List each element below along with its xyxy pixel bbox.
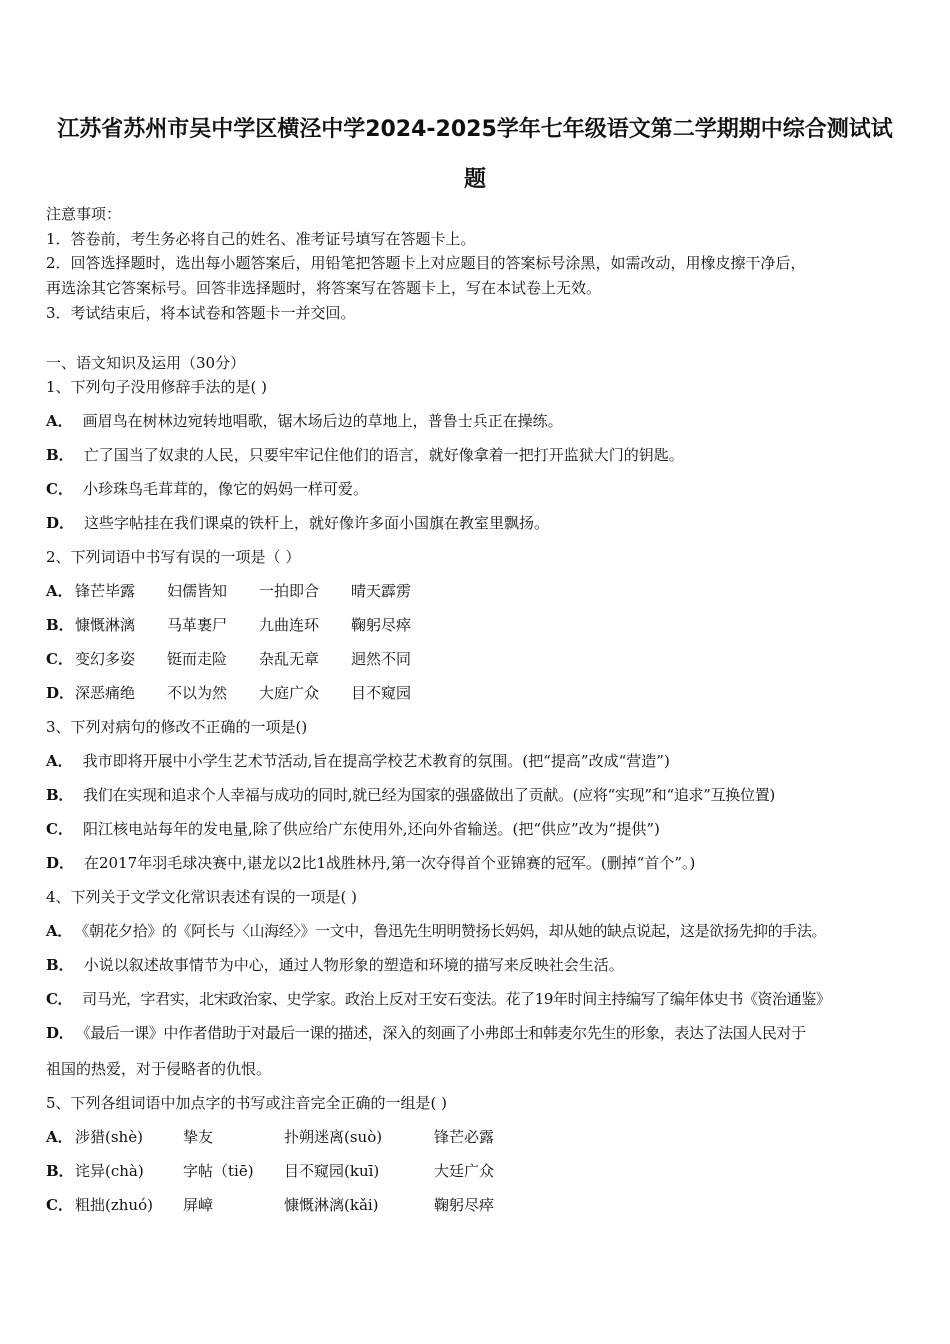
word: 目不窥园(kuī) [284,1162,380,1180]
word: 一拍即合 [259,582,320,600]
option-text: 阳江核电站每年的发电量,除了供应给广东使用外,还向外省输送。(把“供应”改为“提供”) [82,820,660,838]
q3-option-a [46,750,670,771]
q3-stem: 3、下列对病句的修改不正确的一项是() [46,718,308,736]
q1-option-a [46,410,563,431]
q1-option-d [46,512,549,533]
exam-title-line-2: 题 [463,167,486,192]
q1-stem: 1、下列句子没用修辞手法的是( ) [46,378,268,396]
q1-option-b [46,444,684,465]
word: 鞠躬尽瘁 [434,1196,495,1214]
word: 大廷广众 [434,1162,495,1180]
notice-item-2-cont: 再选涂其它答案标号。回答非选择题时，将答案写在答题卡上，写在本试卷上无效。 [46,279,602,297]
word: 慷慨淋漓 [75,616,136,634]
word: 锋芒必露 [434,1128,495,1146]
option-label: D． [46,854,75,872]
q3-option-d [46,852,695,873]
word: 粗拙(zhuó) [75,1196,153,1214]
option-label: B． [46,446,74,464]
option-label: B． [46,616,74,634]
word: 字帖（tiē) [183,1162,254,1180]
word: 九曲连环 [259,616,320,634]
word: 不以为然 [167,684,228,702]
option-label: C． [46,990,73,1008]
option-text: 我市即将开展中小学生艺术节活动,旨在提高学校艺术教育的氛围。(把“提高”改成“营造”) [82,752,670,770]
option-text: 画眉鸟在树林边宛转地唱歌，锯木场后边的草地上，普鲁士兵正在操练。 [82,412,563,430]
notice-heading: 注意事项： [46,205,122,223]
q4-option-c [46,988,830,1009]
option-label: B． [46,956,74,974]
option-label: D． [46,514,75,532]
notice-item-1: 1．答卷前，考生务必将自己的姓名、准考证号填写在答题卡上。 [46,230,476,248]
q4-option-d-cont: 祖国的热爱，对于侵略者的仇恨。 [46,1060,272,1078]
option-label: C． [46,480,73,498]
q3-option-c [46,818,660,839]
word: 诧异(chà) [75,1162,144,1180]
option-label: B． [46,786,74,804]
option-text: 司马光，字君实，北宋政治家、史学家。政治上反对王安石变法。花了19年时间主持编写了编年体史书《资治通鉴》 [82,990,831,1008]
notice-item-3: 3．考试结束后，将本试卷和答题卡一并交回。 [46,304,356,322]
option-text: 亡了国当了奴隶的人民，只要牢牢记住他们的语言，就好像拿着一把打开监狱大门的钥匙。 [83,446,684,464]
word: 挚友 [183,1128,214,1146]
word: 深恶痛绝 [75,684,136,702]
q4-option-b [46,954,624,975]
word: 大庭广众 [259,684,320,702]
word: 迥然不同 [351,650,412,668]
option-text: 小说以叙述故事情节为中心，通过人物形象的塑造和环境的描写来反映社会生活。 [83,956,624,974]
option-label: A． [46,1128,73,1146]
exam-title-line-1: 江苏省苏州市吴中学区横泾中学2024-2025学年七年级语文第二学期期中综合测试试 [57,117,893,142]
q2-stem: 2、下列词语中书写有误的一项是（ ） [46,548,301,566]
word: 涉猎(shè) [75,1128,143,1146]
option-text: 《朝花夕拾》的《阿长与〈山海经〉》一文中，鲁迅先生明明赞扬长妈妈，却从她的缺点说起，这是欲扬先抑的手法。 [81,922,827,940]
option-label: C． [46,820,73,838]
q5-stem: 5、下列各组词语中加点字的书写或注音完全正确的一组是( ) [46,1094,448,1112]
option-text: 在2017年羽毛球决赛中,谌龙以2比1战胜林丹,第一次夺得首个亚锦赛的冠军。(删掉“首个”。) [84,854,696,872]
option-label: C． [46,1196,73,1214]
word: 目不窥园 [351,684,412,702]
option-label: C． [46,650,73,668]
option-label: A． [46,752,73,770]
option-label: A． [46,582,73,600]
word: 马革裹尸 [167,616,228,634]
word: 铤而走险 [167,650,228,668]
word: 锋芒毕露 [75,582,136,600]
word: 妇儒皆知 [167,582,228,600]
q4-stem: 4、下列关于文学文化常识表述有误的一项是( ) [46,888,358,906]
q3-option-b [46,784,775,805]
word: 变幻多姿 [75,650,136,668]
option-label: D． [46,1024,74,1042]
option-label: A． [46,412,73,430]
notice-item-2: 2．回答选择题时，选出每小题答案后，用铅笔把答题卡上对应题目的答案标号涂黑，如需改动，用橡皮擦干净后， [46,254,806,272]
word: 鞠躬尽瘁 [351,616,412,634]
section-heading: 一、语文知识及运用（30分） [46,354,246,372]
option-text: 这些字帖挂在我们课桌的铁杆上，就好像许多面小国旗在教室里飘扬。 [84,514,550,532]
option-label: B． [46,1162,74,1180]
word: 屏嶂 [183,1196,214,1214]
option-label: A． [46,922,72,940]
q4-option-a [46,920,826,941]
option-text: 《最后一课》中作者借助于对最后一课的描述，深入的刻画了小弗郎士和韩麦尔先生的形象，表达了法国人民对于 [83,1024,806,1042]
word: 晴天霹雳 [351,582,412,600]
option-text: 我们在实现和追求个人幸福与成功的同时,就已经为国家的强盛做出了贡献。(应将“实现”和“追求”互换位置) [83,786,775,804]
option-label: D． [46,684,75,702]
word: 扑朔迷离(suò) [284,1128,383,1146]
q4-option-d [46,1022,806,1043]
option-text: 小珍珠鸟毛茸茸的，像它的妈妈一样可爱。 [82,480,368,498]
word: 慷慨淋漓(kǎi) [284,1196,379,1214]
q1-option-c [46,478,368,499]
word: 杂乱无章 [259,650,320,668]
